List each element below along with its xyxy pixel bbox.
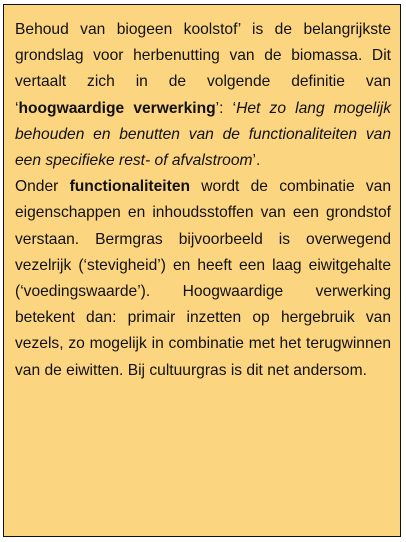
p2-body: wordt de combinatie van eigenschappen en inhoudsstoffen van een grondstof verstaan. Bermgras bijvoorbeeld is overwegend vezelrijk (‘stevigheid’) en heeft een laag eiwitgehalte (‘voedingswaarde’). Hoogwaardige verwerking betekent dan: primair inzetten op hergebruik van vezels, zo mogelijk in combinatie met het terugwinnen van de eiwitten. Bij cultuurgras is dit net andersom. <box>15 178 391 379</box>
definition-text: Het zo lang mogelijk behouden en benutten van de functionaliteiten van een specifieke rest- of afvalstroom <box>15 99 391 170</box>
quote-joiner: ’: ‘ <box>215 99 237 117</box>
term-functionaliteiten: functionaliteiten <box>69 178 191 196</box>
intro-text: Behoud van biogeen koolstof’ is de belangrijkste grondslag voor herbenutting van de biomassa. Dit vertaalt zich in de volgende definitie van ‘ <box>15 21 391 117</box>
paragraph-definition <box>15 17 391 174</box>
p2-start: Onder <box>15 178 70 196</box>
text-box <box>3 4 401 537</box>
term-hoogwaardige-verwerking: hoogwaardige verwerking <box>18 99 216 117</box>
quote-end: ’. <box>252 152 261 170</box>
paragraph-functionaliteiten <box>15 174 391 384</box>
